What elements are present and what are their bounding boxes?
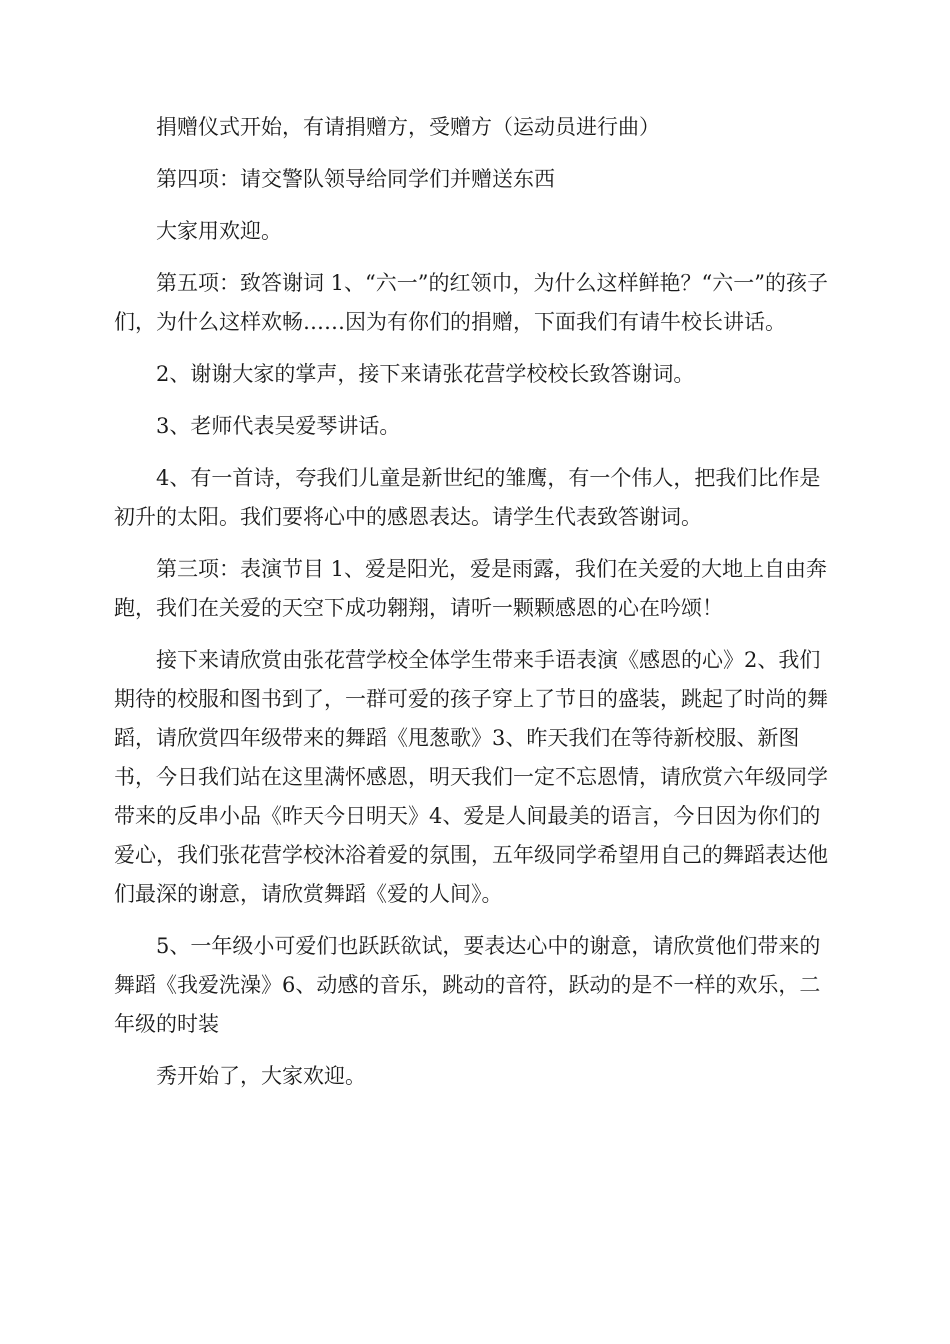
paragraph-principal-thanks: 2、谢谢大家的掌声，接下来请张花营学校校长致答谢词。	[156, 362, 695, 386]
paragraph-fashion-show: 秀开始了，大家欢迎。	[156, 1064, 366, 1088]
paragraph-item-four: 第四项：请交警队领导给同学们并赠送东西	[156, 167, 555, 191]
document-body	[114, 108, 836, 1109]
paragraph-first-grade: 5、一年级小可爱们也跃跃欲试，要表达心中的谢意，请欣赏他们带来的舞蹈《我爱洗澡》6、动感的音乐，跳动的音符，跃动的是不一样的欢乐，二年级的时装	[114, 934, 821, 1036]
paragraph-item-three: 第三项：表演节目 1、爱是阳光，爱是雨露，我们在关爱的大地上自由奔跑，我们在关爱的天空下成功翱翔，请听一颗颗感恩的心在吟颂！	[114, 557, 828, 620]
paragraph-student-thanks: 4、有一首诗，夸我们儿童是新世纪的雏鹰，有一个伟人，把我们比作是初升的太阳。我们要将心中的感恩表达。请学生代表致答谢词。	[114, 466, 821, 529]
paragraph-donation-ceremony: 捐赠仪式开始，有请捐赠方，受赠方（运动员进行曲）	[156, 115, 660, 139]
paragraph-performances: 接下来请欣赏由张花营学校全体学生带来手语表演《感恩的心》2、我们期待的校服和图书到了，一群可爱的孩子穿上了节日的盛装，跳起了时尚的舞蹈，请欣赏四年级带来的舞蹈《甩葱歌》3、昨天我们在等待新校服、新图书，今日我们站在这里满怀感恩，明天我们一定不忘恩情，请欣赏六年级同学带来的反串小品《昨天今日明天》4、爱是人间最美的语言，今日因为你们的爱心，我们张花营学校沐浴着爱的氛围，五年级同学希望用自己的舞蹈表达他们最深的谢意，请欣赏舞蹈《爱的人间》。	[114, 648, 828, 906]
paragraph-teacher-speech: 3、老师代表吴爱琴讲话。	[156, 414, 401, 438]
paragraph-item-five: 第五项：致答谢词 1、“六一”的红领巾，为什么这样鲜艳？“六一”的孩子们，为什么这样欢畅……因为有你们的捐赠，下面我们有请牛校长讲话。	[114, 271, 828, 334]
paragraph-welcome: 大家用欢迎。	[156, 219, 282, 243]
